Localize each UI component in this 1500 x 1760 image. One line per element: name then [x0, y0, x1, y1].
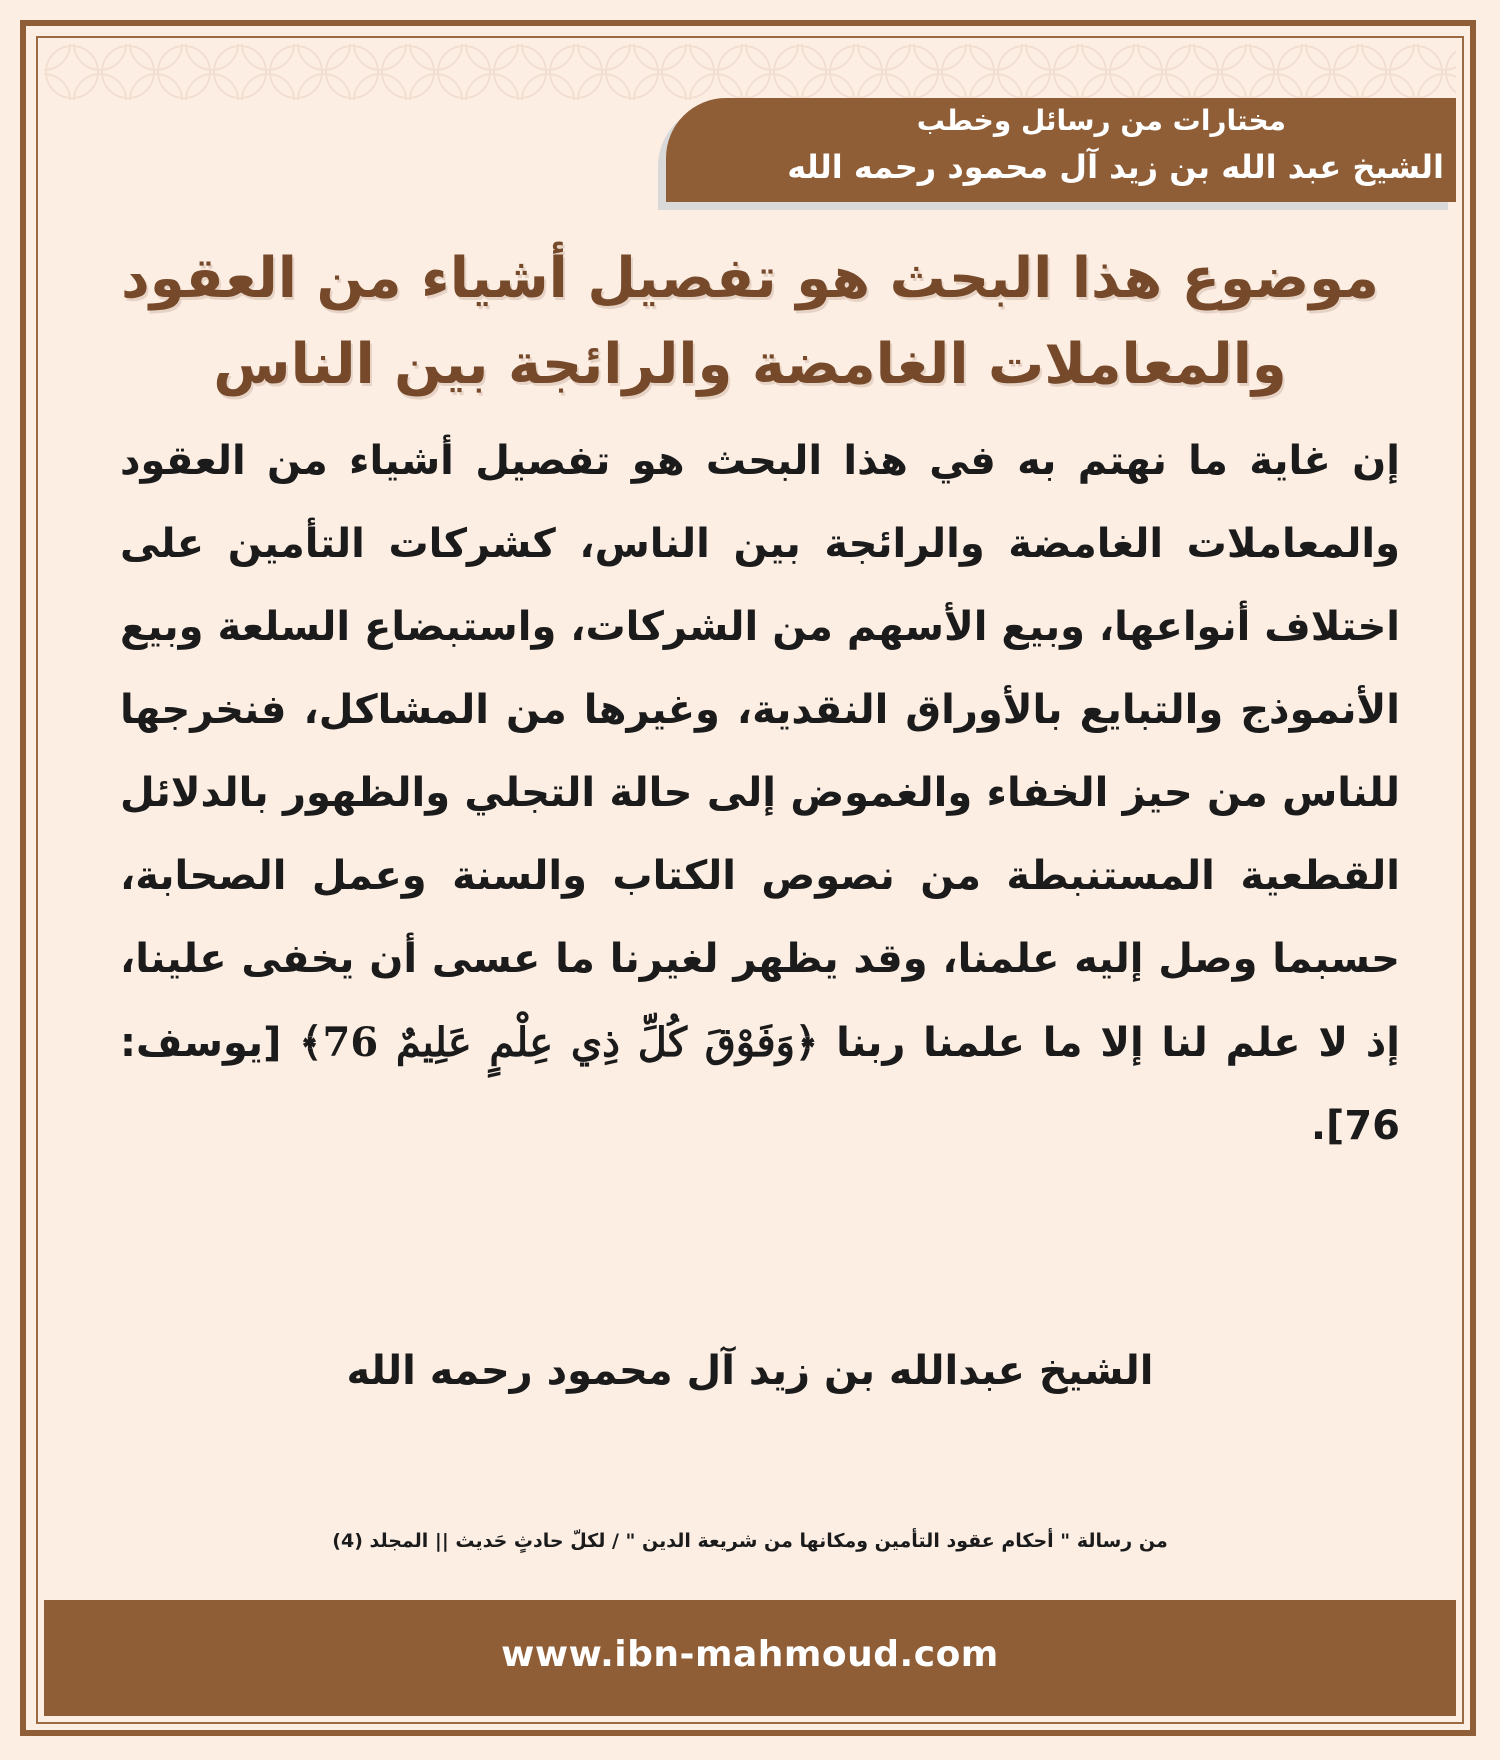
article-title: موضوع هذا البحث هو تفصيل أشياء من العقود والمعاملات الغامضة والرائجة بين الناس	[121, 246, 1379, 397]
quran-verse: ﴿وَفَوْقَ كُلِّ ذِي عِلْمٍ عَلِيمٌ 76﴾	[299, 1019, 819, 1066]
header-subtitle: مختارات من رسائل وخطب	[916, 104, 1286, 137]
header-author: الشيخ عبد الله بن زيد آل محمود رحمه الله	[787, 148, 1444, 186]
article-body	[120, 420, 1400, 1168]
website-link[interactable]: www.ibn-mahmoud.com	[501, 1634, 999, 1675]
verse-citation: [يوسف: 76].	[120, 1020, 1400, 1149]
decorative-pattern	[44, 44, 1456, 100]
footer-bar	[44, 1600, 1456, 1716]
source-reference: من رسالة " أحكام عقود التأمين ومكانها من شريعة الدين " / لكلّ حادثٍ حَديث || المجلد (4)	[332, 1530, 1168, 1552]
signature: الشيخ عبدالله بن زيد آل محمود رحمه الله	[346, 1348, 1154, 1394]
header-banner	[666, 98, 1456, 202]
body-text-main: إن غاية ما نهتم به في هذا البحث هو تفصيل أشياء من العقود والمعاملات الغامضة والرائجة بين الناس، كشركات التأمين على اختلاف أنواعها، وبيع الأسهم من الشركات، واستبضاع السلعة وبيع الأنموذج والتبايع بالأوراق النقدية، وغيرها من المشاكل، فنخرجها للناس من حيز الخفاء والغموض إلى حالة التجلي والظهور بالدلائل القطعية المستنبطة من نصوص الكتاب والسنة وعمل الصحابة، حسبما وصل إليه علمنا، وقد يظهر لغيرنا ما عسى أن يخفى علينا، إذ لا علم لنا إلا ما علمنا ربنا	[120, 438, 1400, 1066]
